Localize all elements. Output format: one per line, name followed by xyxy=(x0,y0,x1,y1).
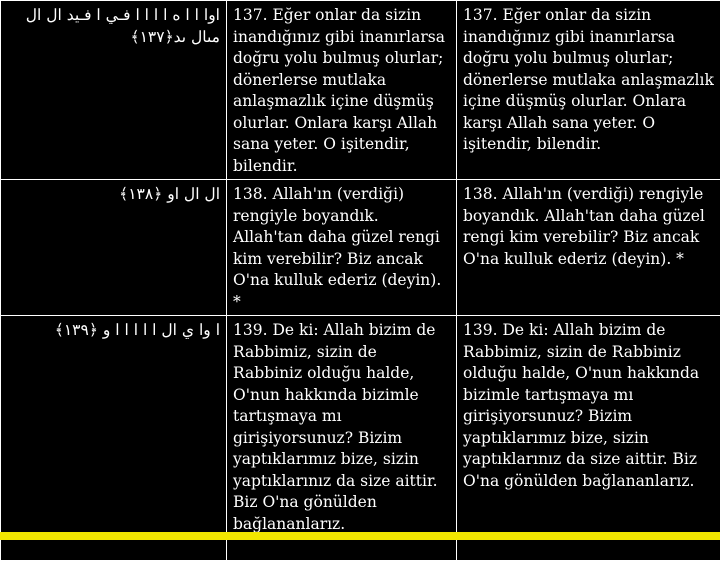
arabic-verse-139: ا وا ي ال ا ا ا ا ا و ﴿١٣٩﴾ xyxy=(1,316,227,561)
translation-a-138: 138. Allah'ın (verdiği) rengiyle boyandık. Allah'tan daha güzel rengi kim verebilir? Biz ancak O'na kulluk ederiz (deyin). * xyxy=(227,180,457,316)
arabic-verse-137: اوا ا ا ه ا ا ا ا فـي ا فـيد ال ال مىال ىد﴿١٣٧﴾ xyxy=(1,1,227,180)
verse-row-139 xyxy=(1,316,720,561)
bottom-accent-bar xyxy=(0,532,720,540)
verse-row-138 xyxy=(1,180,720,316)
translation-a-139: 139. De ki: Allah bizim de Rabbimiz, sizin de Rabbiniz olduğu halde, O'nun hakkında bizimle tartışmaya mı girişiyorsunuz? Bizim yaptıklarımız bize, sizin yaptıklarınız da size aittir. Biz O'na gönülden bağlananlarız. xyxy=(227,316,457,561)
arabic-verse-138: ال ال او ﴿١٣٨﴾ xyxy=(1,180,227,316)
translation-a-137: 137. Eğer onlar da sizin inandığınız gibi inanırlarsa doğru yolu bulmuş olurlar; dönerlerse mutlaka anlaşmazlık içine düşmüş olurlar. Onlara karşı Allah sana yeter. O işitendir, bilendir. xyxy=(227,1,457,180)
translation-b-137: 137. Eğer onlar da sizin inandığınız gibi inanırlarsa doğru yolu bulmuş olurlar; dönerlerse mutlaka anlaşmazlık içine düşmüş olurlar. Onlara karşı Allah sana yeter. O işitendir, bilendir. xyxy=(457,1,720,180)
translation-b-138: 138. Allah'ın (verdiği) rengiyle boyandık. Allah'tan daha güzel rengi kim verebilir? Biz ancak O'na kulluk ederiz (deyin). * xyxy=(457,180,720,316)
translation-b-139: 139. De ki: Allah bizim de Rabbimiz, sizin de Rabbiniz olduğu halde, O'nun hakkında bizimle tartışmaya mı girişiyorsunuz? Bizim yaptıklarımız bize, sizin yaptıklarınız da size aittir. Biz O'na gönülden bağlananlarız. xyxy=(457,316,720,561)
verse-row-137 xyxy=(1,1,720,180)
